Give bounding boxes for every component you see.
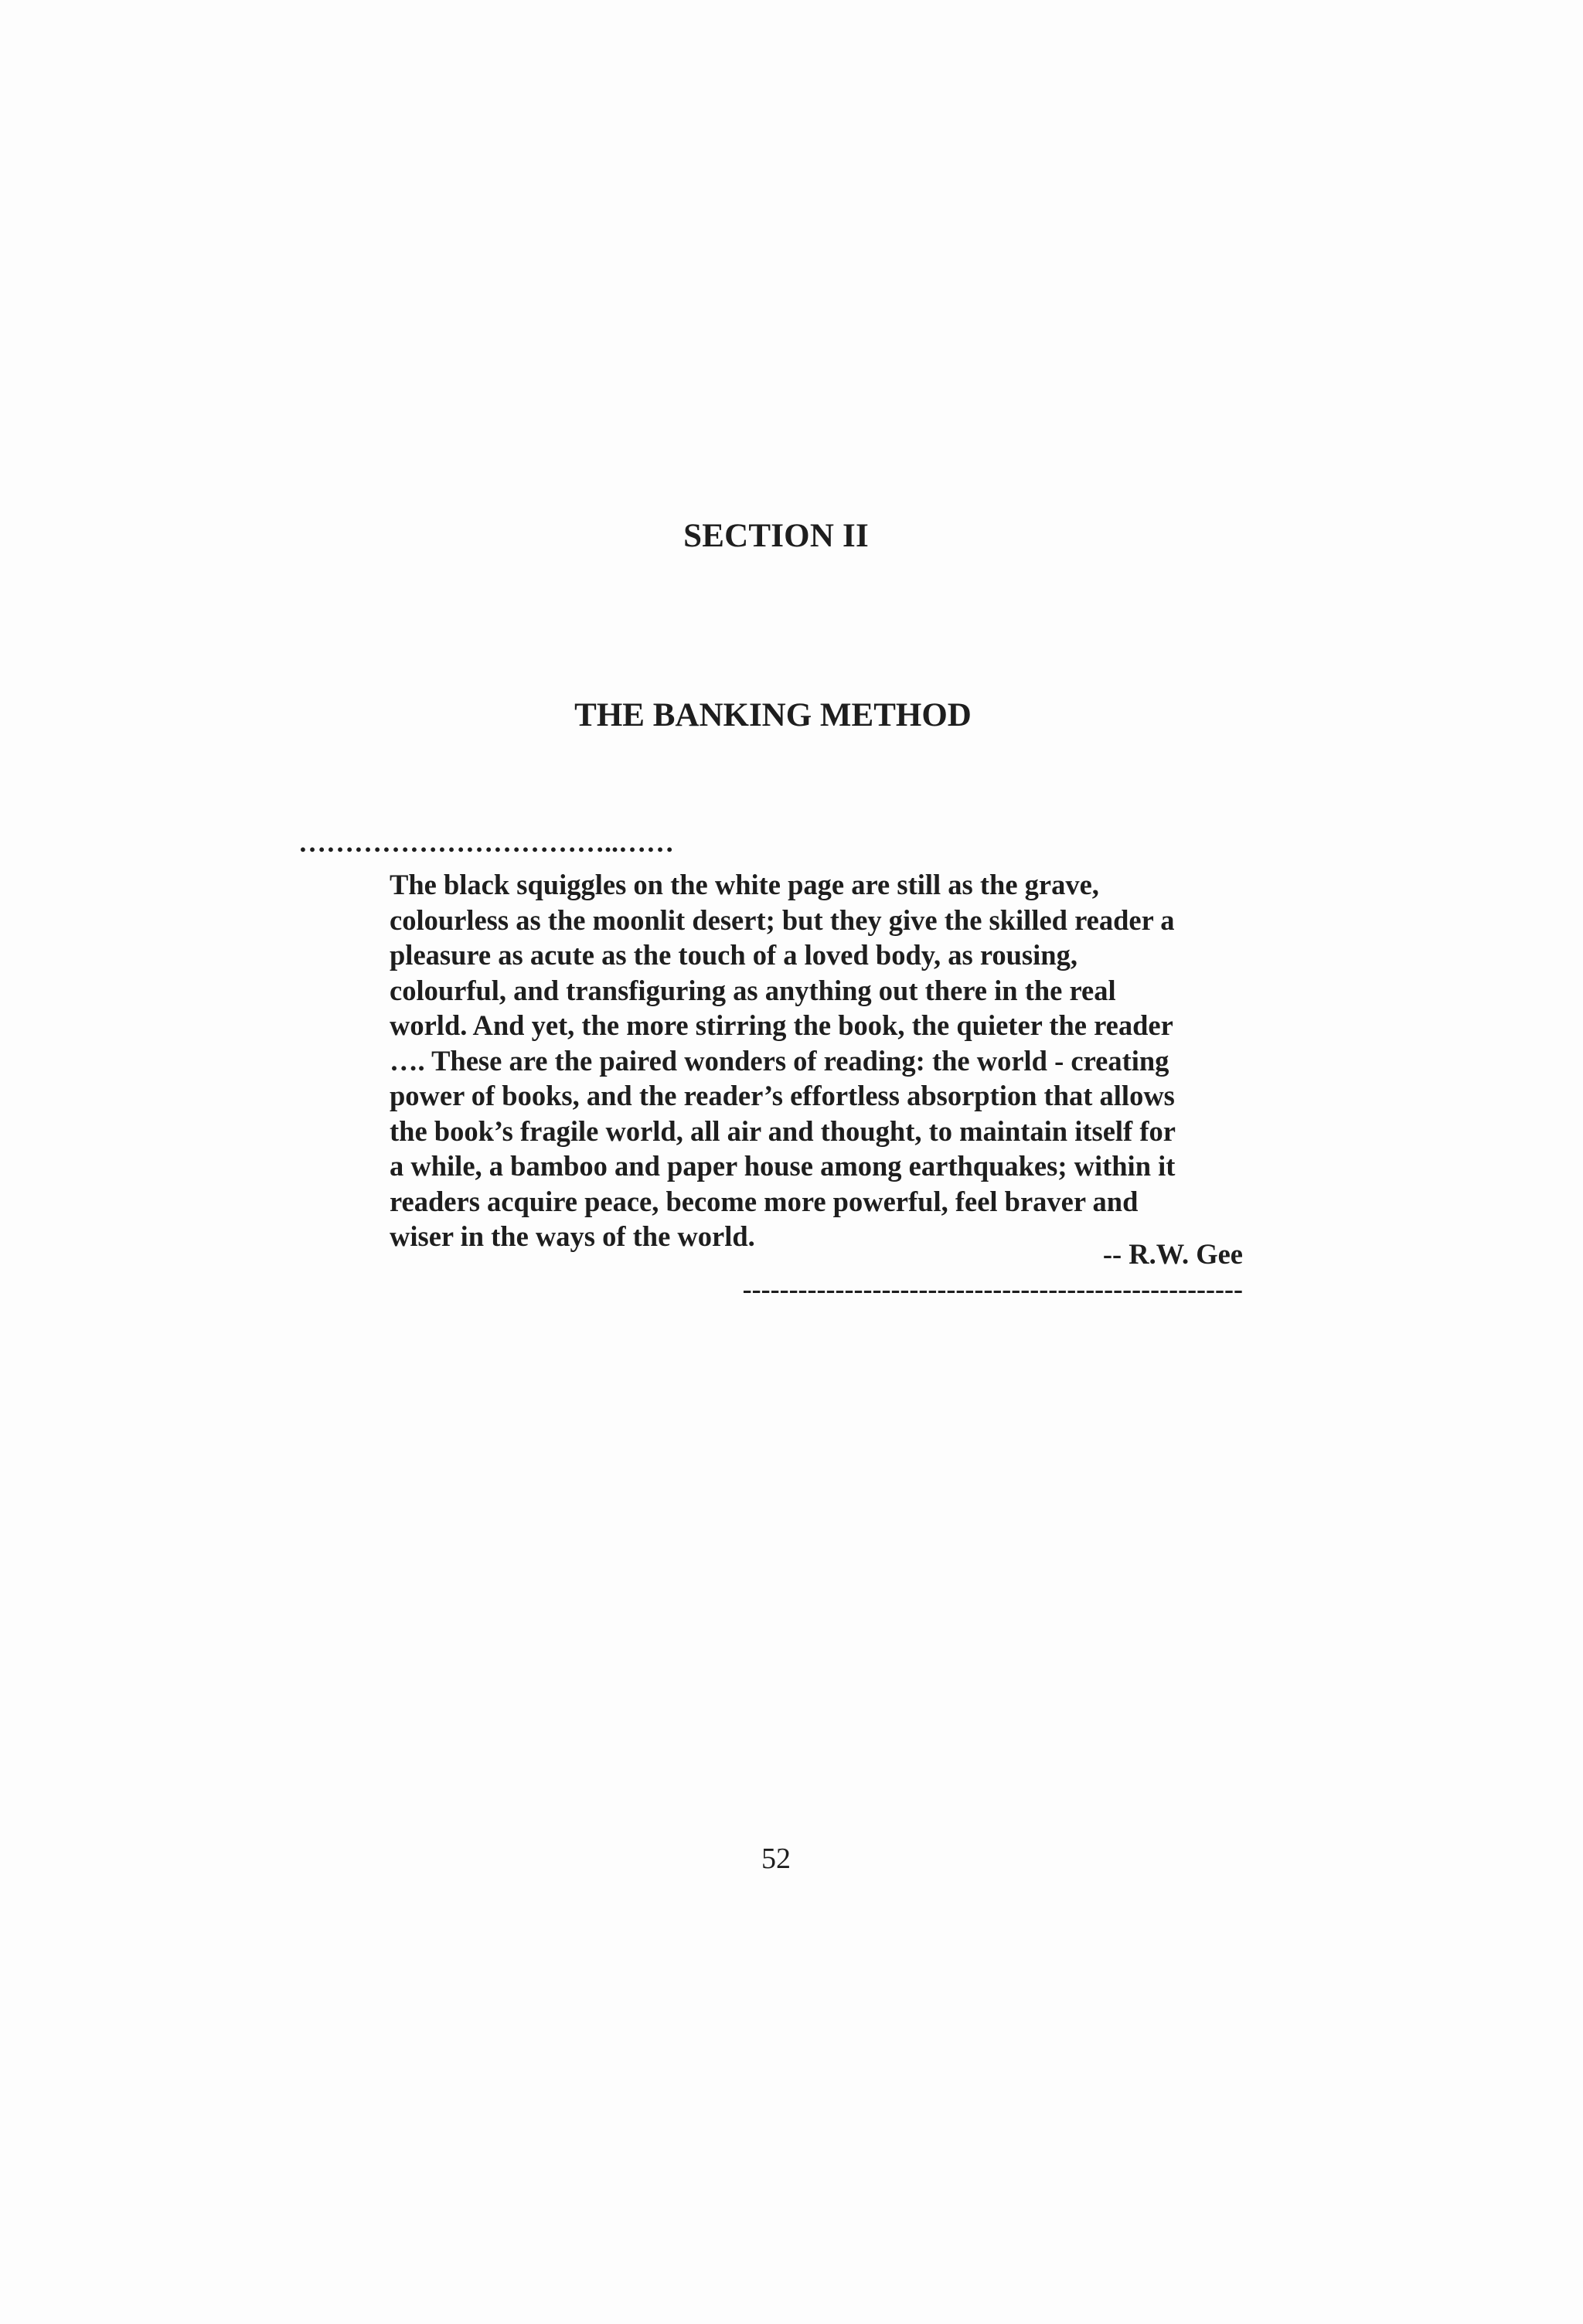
- epigraph-line: a while, a bamboo and paper house among earthquakes; within it: [390, 1150, 1176, 1182]
- epigraph-line: The black squiggles on the white page are still as the grave,: [390, 869, 1099, 900]
- epigraph-line: world. And yet, the more stirring the book, the quieter the reader: [390, 1009, 1173, 1041]
- page-number: 52: [761, 1843, 791, 1875]
- chapter-title: THE BANKING METHOD: [574, 697, 972, 733]
- epigraph-line: colourful, and transfiguring as anything out there in the real: [390, 974, 1116, 1006]
- leader-dots: ……………………………..……: [298, 827, 674, 858]
- closing-dashed-rule: ------------------------------------------------------: [742, 1274, 1243, 1305]
- epigraph-line: colourless as the moonlit desert; but they give the skilled reader a: [390, 903, 1175, 936]
- epigraph-line: pleasure as acute as the touch of a loved body, as rousing,: [390, 939, 1077, 971]
- epigraph-line: …. These are the paired wonders of reading: the world - creating: [390, 1044, 1169, 1077]
- epigraph-line: the book’s fragile world, all air and thought, to maintain itself for: [390, 1114, 1176, 1147]
- epigraph-line: wiser in the ways of the world.: [390, 1220, 755, 1252]
- section-heading: SECTION II: [683, 518, 869, 554]
- epigraph-line: readers acquire peace, become more powerful, feel braver and: [390, 1185, 1139, 1217]
- epigraph-quote: [390, 867, 1248, 1254]
- epigraph-attribution: -- R.W. Gee: [1102, 1238, 1243, 1270]
- epigraph-line: power of books, and the reader’s effortless absorption that allows: [390, 1080, 1175, 1111]
